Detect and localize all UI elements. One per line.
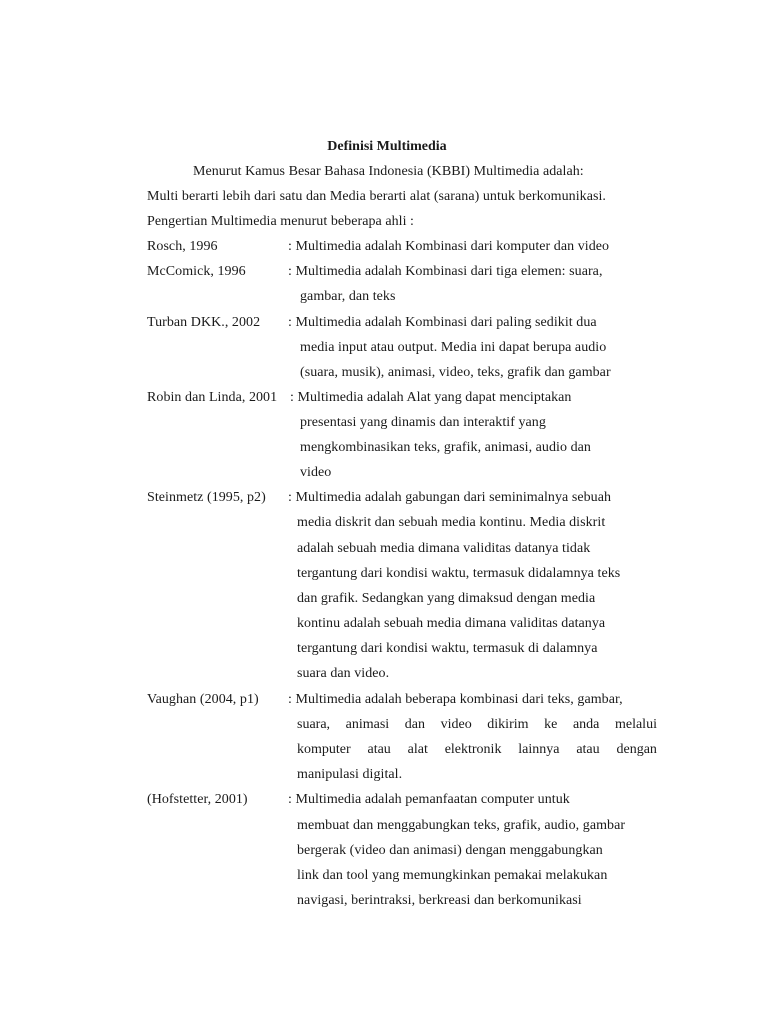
intro-line: Menurut Kamus Besar Bahasa Indonesia (KBBI) Multimedia adalah: bbox=[193, 164, 584, 179]
word: video bbox=[440, 717, 472, 732]
word: alat bbox=[407, 742, 428, 757]
entry-definition-line: dan grafik. Sedangkan yang dimaksud dengan media bbox=[297, 591, 596, 606]
intro-line: Pengertian Multimedia menurut beberapa ahli : bbox=[147, 214, 414, 229]
word: komputer bbox=[297, 742, 351, 757]
word: dengan bbox=[616, 742, 657, 757]
entry-definition-line bbox=[297, 741, 657, 759]
entry-source: Turban DKK., 2002 bbox=[147, 315, 261, 330]
entry-definition-line: : Multimedia adalah Kombinasi dari komputer dan video bbox=[288, 239, 610, 254]
entry-definition-line: : Multimedia adalah beberapa kombinasi dari teks, gambar, bbox=[288, 692, 623, 707]
entry-definition-line: navigasi, berintraksi, berkreasi dan berkomunikasi bbox=[297, 893, 582, 908]
entry-definition-line: : Multimedia adalah pemanfaatan computer untuk bbox=[288, 792, 570, 807]
entry-definition-line: adalah sebuah media dimana validitas datanya tidak bbox=[297, 541, 591, 556]
word: atau bbox=[576, 742, 600, 757]
entry-definition-line: membuat dan menggabungkan teks, grafik, audio, gambar bbox=[297, 818, 626, 833]
entry-definition-line: : Multimedia adalah Alat yang dapat menciptakan bbox=[290, 390, 572, 405]
entry-definition-line: gambar, dan teks bbox=[300, 289, 396, 304]
entry-source: McComick, 1996 bbox=[147, 264, 246, 279]
word: elektronik bbox=[444, 742, 502, 757]
entry-definition-line: link dan tool yang memungkinkan pemakai melakukan bbox=[297, 868, 608, 883]
entry-definition-line: bergerak (video dan animasi) dengan menggabungkan bbox=[297, 843, 603, 858]
entry-definition-line: presentasi yang dinamis dan interaktif yang bbox=[300, 415, 546, 430]
page-title: Definisi Multimedia bbox=[327, 139, 447, 154]
entry-definition-line: tergantung dari kondisi waktu, termasuk didalamnya teks bbox=[297, 566, 621, 581]
entry-definition-line: (suara, musik), animasi, video, teks, grafik dan gambar bbox=[300, 365, 611, 380]
intro-line: Multi berarti lebih dari satu dan Media berarti alat (sarana) untuk berkomunikasi. bbox=[147, 189, 606, 204]
entry-definition-line: video bbox=[300, 465, 332, 480]
word: ke bbox=[544, 717, 558, 732]
entry-source: Robin dan Linda, 2001 bbox=[147, 390, 278, 405]
entry-definition-line: media input atau output. Media ini dapat berupa audio bbox=[300, 340, 607, 355]
entry-source: Rosch, 1996 bbox=[147, 239, 218, 254]
word: suara, bbox=[297, 717, 331, 732]
entry-source: (Hofstetter, 2001) bbox=[147, 792, 248, 807]
entry-definition-line: media diskrit dan sebuah media kontinu. Media diskrit bbox=[297, 515, 606, 530]
entry-source: Steinmetz (1995, p2) bbox=[147, 490, 266, 505]
word: atau bbox=[367, 742, 391, 757]
entry-definition-line: tergantung dari kondisi waktu, termasuk di dalamnya bbox=[297, 641, 598, 656]
word: dan bbox=[404, 717, 425, 732]
entry-definition-line: : Multimedia adalah Kombinasi dari paling sedikit dua bbox=[288, 315, 597, 330]
entry-definition-line: manipulasi digital. bbox=[297, 767, 403, 782]
entry-definition-line: kontinu adalah sebuah media dimana validitas datanya bbox=[297, 616, 606, 631]
word: melalui bbox=[614, 717, 657, 732]
entry-source: Vaughan (2004, p1) bbox=[147, 692, 259, 707]
entry-definition-line: suara dan video. bbox=[297, 666, 390, 681]
entry-definition-line: : Multimedia adalah gabungan dari seminimalnya sebuah bbox=[288, 490, 612, 505]
entry-definition-line: mengkombinasikan teks, grafik, animasi, audio dan bbox=[300, 440, 591, 455]
word: anda bbox=[572, 717, 600, 732]
entry-definition-line: : Multimedia adalah Kombinasi dari tiga elemen: suara, bbox=[288, 264, 603, 279]
entry-definition-line bbox=[297, 716, 657, 734]
word: animasi bbox=[345, 717, 390, 732]
word: dikirim bbox=[487, 717, 529, 732]
word: lainnya bbox=[518, 742, 560, 757]
